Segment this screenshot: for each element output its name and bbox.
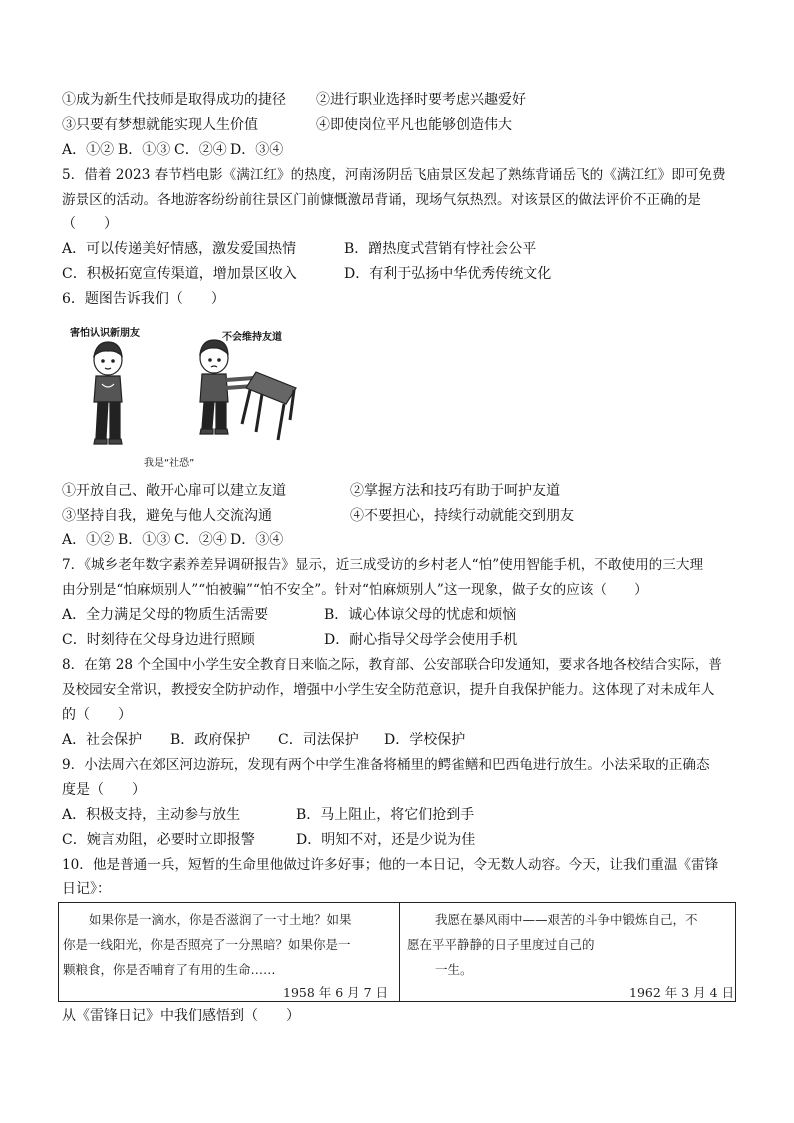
q4-choice-b: B．①③ [118,142,171,158]
q6-choice-c: C．②④ [174,532,227,548]
diary-right-line-3: 一生。 [435,962,473,977]
q5-stem-line-2: 游景区的活动。各地游客纷纷前往景区门前慷慨激昂背诵，现场气氛热烈。对该景区的做法评价不正确的是 [62,192,701,208]
q8-stem-line-2: 及校园安全常识，教授安全防护动作，增强中小学生安全防范意识，提升自我保护能力。这体现了对未成年人 [62,682,715,698]
diary-left-line-1: 如果你是一滴水，你是否滋润了一寸土地？如果 [89,912,352,927]
q8-stem-line-1: 8．在第 28 个全国中小学生安全教育日来临之际，教育部、公安部联合印发通知，要求各地各校结合实际，普 [62,657,722,673]
q6-stem: 6．题图告诉我们（ ） [62,291,225,307]
q10-stem-line-1: 10．他是普通一兵，短暂的生命里他做过许多好事；他的一本日记，令无数人动容。今天，让我们重温《雷锋 [62,857,719,873]
child-with-table-illustration [200,340,296,440]
q7-stem-line-2: 由分别是“怕麻烦别人”“怕被骗”“怕不安全”。针对“怕麻烦别人”这一现象，做子女的应该（ ） [62,582,648,598]
q6-cartoon-drawing [64,320,324,470]
q9-choice-a: A．积极支持，主动参与放生 [62,807,241,823]
q4-choice-a: A．①② [62,142,115,158]
q6-choice-d: D．③④ [230,532,284,548]
diary-right-line-2: 愿在平平静静的日子里度过自己的 [407,937,595,952]
q6-option-2: ②掌握方法和技巧有助于呵护友道 [350,483,560,499]
q6-choice-b: B．①③ [118,532,171,548]
q4-choice-d: D．③④ [230,142,284,158]
q9-stem-line-2: 度是（ ） [62,782,146,798]
q4-option-3: ③只要有梦想就能实现人生价值 [62,117,258,133]
q4-option-4: ④即使岗位平凡也能够创造伟大 [316,117,512,133]
q10-stem-line-2: 日记》： [62,881,111,897]
q6-option-1: ①开放自己、敞开心扉可以建立友道 [62,483,286,499]
diary-left-date: 1958 年 6 月 7 日 [283,985,389,1000]
diary-divider [399,903,400,1001]
q7-stem-line-1: 7．《城乡老年数字素养差异调研报告》显示，近三成受访的乡村老人“怕”使用智能手机，不敢使用的三大理 [62,557,704,573]
q4-choice-c: C．②④ [174,142,227,158]
q6-cartoon-figure [64,320,324,470]
q5-stem-line-3: （ ） [62,216,118,232]
diary-left-line-2: 你是一线阳光，你是否照亮了一分黑暗？如果你是一 [63,937,351,952]
q8-choice-c: C．司法保护 [278,732,359,748]
q8-choice-a: A．社会保护 [62,732,143,748]
q5-choice-b: B．蹭热度式营销有悖社会公平 [344,241,537,257]
q8-stem-line-3: 的（ ） [62,707,132,723]
diary-left-line-3: 颗粮食，你是否哺育了有用的生命…… [63,962,276,977]
q6-caption-left: 害怕认识新朋友 [70,328,140,339]
q9-stem-line-1: 9．小法周六在郊区河边游玩，发现有两个中学生准备将桶里的鳄雀鳝和巴西龟进行放生。小法采取的正确态 [62,757,710,773]
q9-choice-c: C．婉言劝阻，必要时立即报警 [62,832,255,848]
diary-excerpt-table [58,902,736,1002]
q8-choice-b: B．政府保护 [170,732,251,748]
q5-choice-c: C．积极拓宽宣传渠道，增加景区收入 [62,266,297,282]
q6-choice-a: A．①② [62,532,115,548]
diary-right-line-1: 我愿在暴风雨中——艰苦的斗争中锻炼自己，不 [435,912,698,927]
q6-option-3: ③坚持自我，避免与他人交流沟通 [62,508,272,524]
q5-choice-d: D．有利于弘扬中华优秀传统文化 [344,266,552,282]
q4-option-2: ②进行职业选择时要考虑兴趣爱好 [316,92,526,108]
q9-choice-d: D．明知不对，还是少说为佳 [296,832,476,848]
q6-caption-right: 不会维持友道 [222,332,282,343]
diary-right-date: 1962 年 3 月 4 日 [629,985,735,1000]
q7-choice-b: B．诚心体谅父母的忧虑和烦恼 [324,607,517,623]
q8-choice-d: D．学校保护 [384,732,466,748]
q7-choice-a: A．全力满足父母的物质生活需要 [62,607,269,623]
q6-caption-bottom: 我是“社恐” [144,458,195,469]
q5-choice-a: A．可以传递美好情感，激发爱国热情 [62,241,297,257]
shy-child-illustration [94,342,122,444]
q9-choice-b: B．马上阻止，将它们抢到手 [296,807,475,823]
q4-option-1: ①成为新生代技师是取得成功的捷径 [62,92,286,108]
q7-choice-d: D．耐心指导父母学会使用手机 [324,632,518,648]
q10-ask: 从《雷锋日记》中我们感悟到（ ） [62,1008,300,1024]
q5-stem-line-1: 5．借着 2023 春节档电影《满江红》的热度，河南汤阴岳飞庙景区发起了熟练背诵岳飞的《满江红》即可免费 [62,167,726,183]
q7-choice-c: C．时刻待在父母身边进行照顾 [62,632,255,648]
q6-option-4: ④不要担心，持续行动就能交到朋友 [350,508,574,524]
